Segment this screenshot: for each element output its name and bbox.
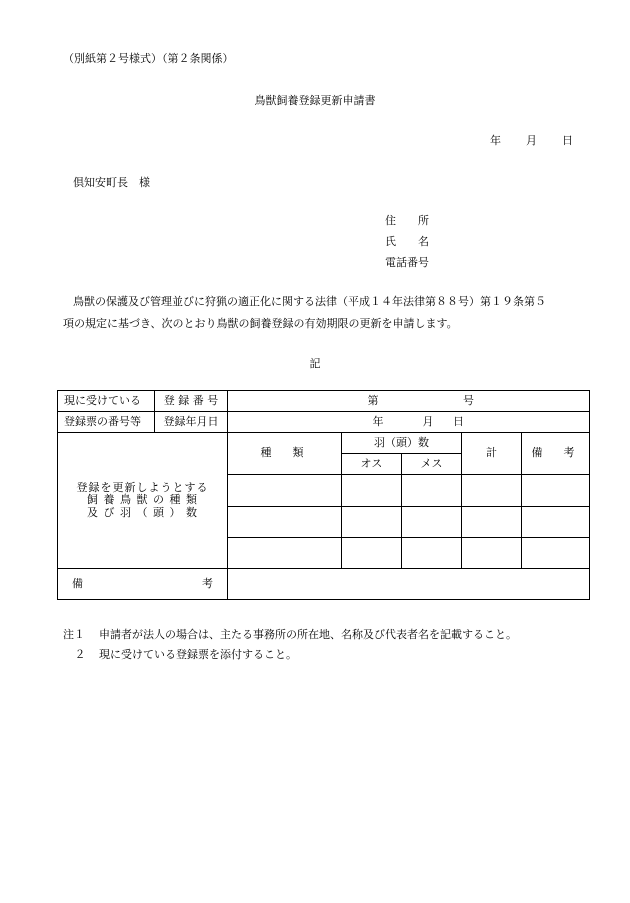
male-count-cell[interactable] bbox=[342, 475, 402, 507]
note-1: 注１ 申請者が法人の場合は、主たる事務所の所在地、名称及び代表者名を記載すること。 bbox=[63, 628, 517, 641]
applicant-phone-label: 電話番号 bbox=[385, 256, 429, 269]
remarks-cell[interactable] bbox=[522, 475, 590, 507]
date-month: 月 bbox=[526, 134, 537, 147]
body-text-line-2: 項の規定に基づき、次のとおり鳥獣の飼養登録の有効期限の更新を申請します。 bbox=[63, 317, 458, 330]
registration-number-field[interactable]: 第 号 bbox=[228, 391, 590, 412]
document-title: 鳥獣飼養登録更新申請書 bbox=[254, 94, 376, 107]
kind-cell[interactable] bbox=[228, 538, 342, 569]
kind-cell[interactable] bbox=[228, 507, 342, 538]
remarks-cell[interactable] bbox=[522, 507, 590, 538]
male-count-cell[interactable] bbox=[342, 538, 402, 569]
male-header: オス bbox=[342, 454, 402, 475]
applicant-name-label: 氏 名 bbox=[385, 235, 429, 248]
female-count-cell[interactable] bbox=[402, 475, 462, 507]
remarks-header: 備 考 bbox=[522, 433, 590, 475]
note-2: ２ 現に受けている登録票を添付すること。 bbox=[74, 648, 297, 661]
remarks-cell[interactable] bbox=[522, 538, 590, 569]
kind-header: 種 類 bbox=[228, 433, 342, 475]
male-count-cell[interactable] bbox=[342, 507, 402, 538]
registration-number-label: 登 録 番 号 bbox=[155, 391, 228, 412]
total-cell[interactable] bbox=[462, 538, 522, 569]
total-cell[interactable] bbox=[462, 507, 522, 538]
current-registration-label-2: 登録票の番号等 bbox=[58, 412, 155, 433]
date-day: 日 bbox=[562, 134, 573, 147]
total-header: 計 bbox=[462, 433, 522, 475]
remarks-row-label: 備 考 bbox=[58, 569, 228, 600]
kind-cell[interactable] bbox=[228, 475, 342, 507]
female-count-cell[interactable] bbox=[402, 507, 462, 538]
notes bbox=[63, 625, 517, 665]
remarks-row-field[interactable] bbox=[228, 569, 590, 600]
count-header: 羽（頭）数 bbox=[342, 433, 462, 454]
registration-date-field[interactable]: 年 月 日 bbox=[228, 412, 590, 433]
registration-date-label: 登録年月日 bbox=[155, 412, 228, 433]
current-registration-label-1: 現に受けている bbox=[58, 391, 155, 412]
date-year: 年 bbox=[490, 134, 501, 147]
body-text-line-1: 鳥獣の保護及び管理並びに狩猟の適正化に関する法律（平成１４年法律第８８号）第１９条第５ bbox=[73, 295, 546, 308]
female-header: メス bbox=[402, 454, 462, 475]
form-reference: （別紙第２号様式）（第２条関係） bbox=[63, 52, 234, 65]
registration-table bbox=[57, 390, 590, 600]
applicant-address-label: 住 所 bbox=[385, 214, 429, 227]
ki-heading: 記 bbox=[309, 357, 321, 370]
update-label-cell: 登録を更新しようとする 飼 養 鳥 獣 の 種 類 及 び 羽 （ 頭 ） 数 bbox=[58, 433, 228, 569]
female-count-cell[interactable] bbox=[402, 538, 462, 569]
addressee: 倶知安町長 様 bbox=[73, 176, 150, 189]
total-cell[interactable] bbox=[462, 475, 522, 507]
